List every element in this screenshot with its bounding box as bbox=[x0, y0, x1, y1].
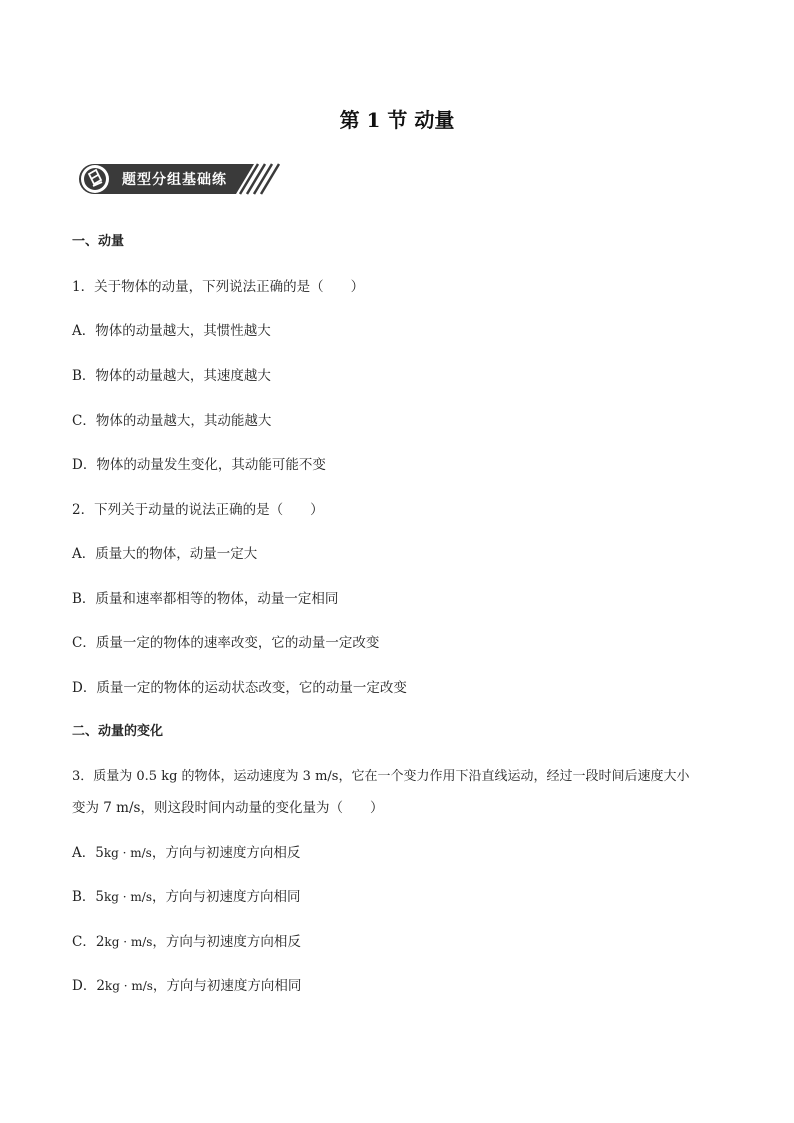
question-1-option-d: D．物体的动量发生变化，其动能可能不变 bbox=[72, 457, 326, 473]
option-b-text: ，方向与初速度方向相同 bbox=[152, 889, 301, 905]
option-a-unit: kg · m/s bbox=[103, 846, 152, 860]
option-d-prefix: D．2 bbox=[72, 978, 105, 994]
question-3-stem-line-2: 变为 7 m/s，则这段时间内动量的变化量为（ ） bbox=[72, 800, 384, 816]
question-3-option-d bbox=[72, 976, 301, 996]
section-heading-momentum: 一、动量 bbox=[72, 234, 125, 249]
question-1-option-a: A．物体的动量越大，其惯性越大 bbox=[72, 323, 271, 339]
option-b-unit: kg · m/s bbox=[104, 890, 152, 904]
question-3-option-b bbox=[72, 887, 301, 907]
question-3-option-c bbox=[72, 932, 301, 952]
question-1-option-c: C．物体的动量越大，其动能越大 bbox=[72, 413, 272, 429]
page-title: 第 1 节 动量 bbox=[339, 108, 455, 132]
option-b-prefix: B．5 bbox=[72, 889, 105, 905]
question-2-option-d: D．质量一定的物体的运动状态改变，它的动量一定改变 bbox=[72, 680, 407, 696]
question-2-option-c: C．质量一定的物体的速率改变，它的动量一定改变 bbox=[72, 635, 380, 651]
question-3-stem-line-1: 3．质量为 0.5 kg 的物体，运动速度为 3 m/s，它在一个变力作用下沿直线运动，经过一段时间后速度大小 bbox=[72, 769, 690, 784]
banner-label: 题型分组基础练 bbox=[122, 172, 227, 188]
option-c-unit: kg · m/s bbox=[104, 935, 153, 949]
option-c-prefix: C．2 bbox=[72, 934, 105, 950]
question-3-option-a bbox=[72, 843, 300, 863]
option-c-text: ，方向与初速度方向相反 bbox=[152, 934, 301, 950]
option-d-text: ，方向与初速度方向相同 bbox=[152, 978, 302, 994]
question-2-option-a: A．质量大的物体，动量一定大 bbox=[72, 546, 258, 562]
question-1-option-b: B．物体的动量越大，其速度越大 bbox=[72, 368, 271, 384]
question-2-option-b: B．质量和速率都相等的物体，动量一定相同 bbox=[72, 591, 339, 607]
question-1-stem: 1．关于物体的动量，下列说法正确的是（ ） bbox=[72, 279, 365, 295]
section-banner bbox=[76, 160, 286, 198]
section-heading-momentum-change: 二、动量的变化 bbox=[72, 724, 164, 739]
option-a-prefix: A．5 bbox=[72, 845, 104, 861]
option-a-text: ，方向与初速度方向相反 bbox=[151, 845, 301, 861]
question-2-stem: 2．下列关于动量的说法正确的是（ ） bbox=[72, 502, 324, 518]
option-d-unit: kg · m/s bbox=[104, 979, 153, 993]
